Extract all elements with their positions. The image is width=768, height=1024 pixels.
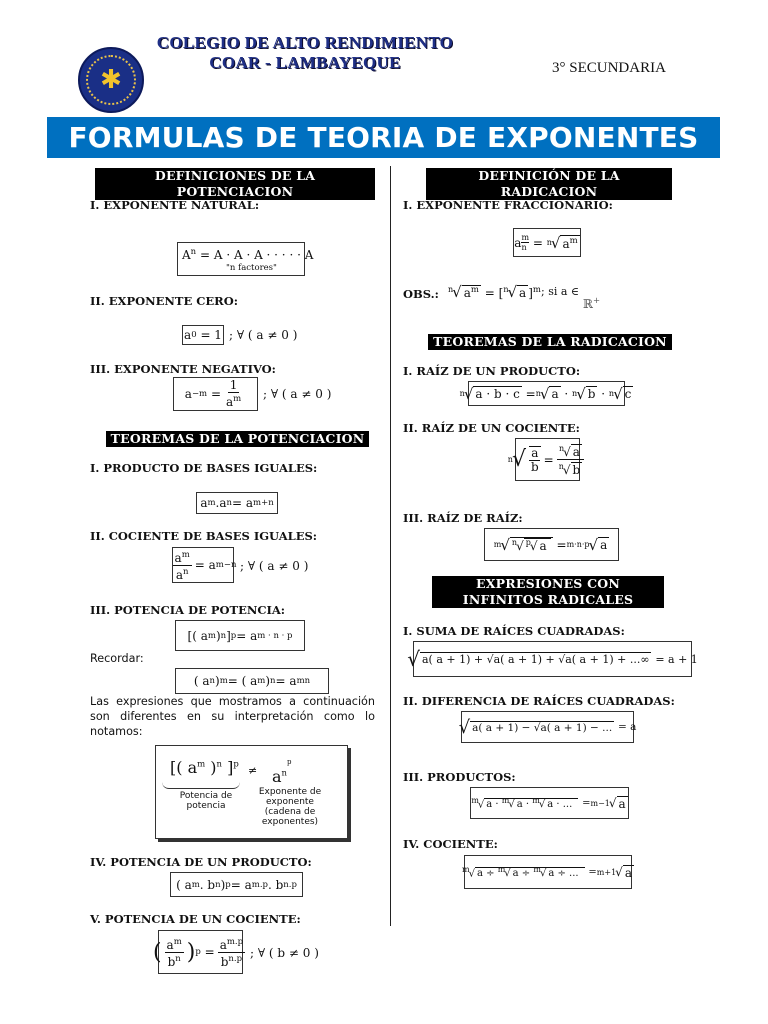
section-definicion-radicacion: DEFINICIÓN DE LA RADICACION	[426, 168, 672, 200]
formula-token: a · ...	[547, 799, 573, 811]
formula-token: b	[220, 954, 229, 969]
obs-label: OBS.:	[403, 287, 439, 301]
heading-exponente-cero: II. EXPONENTE CERO:	[90, 294, 238, 308]
formula-token: ( a	[176, 877, 192, 892]
formula-token	[174, 566, 191, 582]
formula-token: m.p	[251, 879, 268, 890]
formula-token	[166, 953, 183, 969]
formula-fraction	[557, 442, 585, 477]
formula-token: −m	[191, 389, 208, 399]
formula-raiz-producto: n √ a · b · c = n √ a · n √ b · n √ c	[468, 381, 625, 406]
formula-token: a	[166, 937, 174, 952]
section-teoremas-radicacion: TEOREMAS DE LA RADICACION	[428, 334, 672, 350]
recordar-label: Recordar:	[90, 652, 144, 665]
formula-obs	[448, 283, 541, 301]
radical-icon: √	[576, 384, 586, 403]
formula-token: =	[525, 386, 536, 401]
formula-token: =	[582, 797, 591, 809]
formula-token: m	[462, 864, 470, 874]
formula-token: a · $^m$√ a · $^m$√ a · ...	[484, 798, 578, 810]
radical-icon: √	[588, 535, 599, 554]
formula-token: m	[191, 879, 200, 890]
formula-token: m	[521, 233, 530, 242]
formula-token: 0	[191, 330, 197, 340]
formula-token: )	[265, 674, 271, 688]
formula-token: a ÷ $^m$√ a ÷ ...	[511, 867, 583, 879]
formula-exponente-fraccionario	[513, 228, 581, 257]
formula-token: ]	[226, 628, 231, 643]
formula-token: m	[207, 498, 216, 508]
formula-token: a ·	[486, 799, 502, 811]
formula-token: a ÷ $^m$√ a ÷ $^m$√ a ÷ ...	[475, 867, 585, 879]
formula-token: a · b · c	[475, 387, 520, 401]
section-teoremas-potenciacion: TEOREMAS DE LA POTENCIACION	[106, 431, 369, 447]
formula-token: n	[558, 462, 564, 471]
heading-raiz-de-raiz: III. RAÍZ DE RAÍZ:	[403, 511, 523, 525]
formula-token: m	[493, 540, 502, 549]
formula-token: n	[511, 537, 518, 547]
formula-token: = a + 1	[655, 652, 698, 666]
formula-exponente-natural	[177, 242, 314, 276]
formula-suma-raices	[407, 641, 698, 677]
formula-token: 1	[229, 378, 238, 392]
heading-exponente-negativo: III. EXPONENTE NEGATIVO:	[90, 362, 276, 376]
formula-token: n	[270, 676, 276, 686]
logo-emblem-icon: ✱	[100, 65, 122, 95]
radical-icon: √	[407, 647, 420, 671]
formula-token: a	[514, 235, 522, 250]
formula-token: a	[551, 387, 559, 401]
school-logo	[78, 47, 144, 113]
formula-token: =	[556, 537, 567, 552]
condition-exponente-negativo: ; ∀ ( a ≠ 0 )	[263, 387, 332, 401]
section-definiciones-potenciacion: DEFINICIONES DE LA POTENCIACION	[95, 168, 375, 200]
formula-token: m	[257, 676, 266, 686]
formula-token: n	[558, 444, 565, 453]
formula-token: b	[167, 954, 176, 969]
formula-token: n	[226, 498, 232, 508]
formula-token: m	[471, 795, 479, 805]
formula-raiz-cociente: n √ $\frac{a}{b}$ = $\frac{^n√ a}{^n√ b}$	[515, 438, 580, 481]
paren-open: (	[152, 939, 162, 965]
formula-token: p	[233, 759, 239, 770]
formula-token: = a	[236, 628, 258, 643]
formula-token: m	[532, 795, 540, 805]
formula-token: )	[220, 877, 226, 892]
formula-token: = ( a	[227, 674, 258, 688]
formula-token: .a	[215, 496, 227, 510]
formula-token: a	[184, 328, 192, 342]
formula-token: m.p	[226, 936, 244, 947]
formula-token: n	[572, 389, 578, 398]
formula-token: [( a	[187, 628, 208, 643]
formula-token: =	[588, 866, 597, 878]
formula-token: . b	[199, 877, 216, 892]
formula-token: m	[569, 235, 578, 246]
formula-token: b	[572, 463, 581, 477]
formula-token: ( a	[193, 674, 210, 688]
formula-token: a	[226, 395, 234, 409]
formula-token: b	[587, 387, 596, 401]
school-name-line2: COAR - LAMBAYEQUE	[209, 53, 401, 72]
formula-cociente-bases	[172, 547, 237, 583]
obs-condition: ; si a ∈	[541, 285, 580, 298]
brace-left	[162, 782, 240, 789]
radical-icon: √	[613, 384, 623, 403]
radical-icon: √	[507, 283, 518, 301]
formula-token: A	[182, 248, 191, 262]
formula-token: = 1	[200, 328, 222, 342]
formula-token: p	[287, 758, 292, 766]
radical-icon: √	[511, 447, 526, 472]
formula-token: = A · A · A · · · · · A	[199, 248, 314, 262]
formula-token: m	[207, 630, 216, 641]
heading-productos: III. PRODUCTOS:	[403, 770, 516, 784]
formula-token: [( a	[170, 758, 198, 777]
heading-exponente-fraccionario: I. EXPONENTE FRACCIONARIO:	[403, 198, 613, 212]
formula-token: a( a + 1) − √a( a + 1) − ...	[472, 721, 613, 734]
formula-token: $^n$√ b	[558, 462, 581, 477]
formula-token: mn	[296, 676, 311, 686]
radical-icon: √	[458, 716, 471, 738]
formula-token: ]	[221, 758, 234, 777]
comparison-label-right: Exponente de exponente (cadena de exponentes)	[258, 787, 322, 827]
heading-cociente-bases: II. COCIENTE DE BASES IGUALES:	[90, 529, 318, 543]
formula-token: a	[174, 550, 182, 565]
formula-token: m	[173, 936, 182, 947]
formula-fraction	[165, 936, 184, 969]
formula-note: "n factores"	[226, 263, 277, 273]
formula-token: n	[503, 285, 509, 294]
formula-exponente-cero	[182, 325, 224, 345]
comparison-label-left: Potencia de potencia	[179, 791, 233, 811]
formula-token: . b	[267, 877, 284, 892]
formula-cociente-infinito: $^m$√ a ÷ $^m$√ a ÷ $^m$√ a ÷ ... = m+1 √ a	[464, 855, 632, 889]
formula-token: n	[546, 238, 552, 247]
formula-token: n	[507, 455, 513, 464]
formula-exponente-negativo: a −m = $\frac{1}{a^m}$	[173, 377, 258, 411]
formula-token: a ·	[516, 799, 533, 811]
formula-token: p	[195, 947, 201, 957]
formula-token: m	[197, 759, 206, 770]
formula-token: b	[530, 459, 539, 474]
formula-token: )	[215, 628, 221, 643]
formula-token: m	[501, 795, 510, 805]
heading-potencia-de-potencia: III. POTENCIA DE POTENCIA:	[90, 603, 286, 617]
formula-potencia-de-potencia	[175, 620, 305, 651]
comparison-neq: ≠	[248, 764, 258, 777]
grade-label: 3° SECUNDARIA	[552, 60, 666, 76]
formula-producto-bases	[196, 492, 278, 514]
heading-cociente-infinito: IV. COCIENTE:	[403, 837, 498, 851]
heading-exponente-natural: I. EXPONENTE NATURAL:	[90, 198, 260, 212]
formula-token: p	[225, 879, 231, 890]
formula-token: )	[215, 674, 220, 688]
formula-token: p	[525, 537, 531, 547]
formula-fraction	[218, 936, 245, 969]
radical-icon: √	[452, 283, 462, 301]
formula-token: n	[448, 285, 454, 294]
formula-token: $^n$√ a	[557, 442, 584, 460]
formula-token: m	[219, 676, 228, 686]
formula-potencia-cociente: ( $\frac{a^m}{b^n}$ ) p = $\frac{a^{m.p}}{b^{n.p}}$	[158, 930, 243, 974]
formula-token: m+n	[253, 498, 274, 508]
formula-token: ℝ	[583, 297, 593, 311]
formula-token: n	[216, 759, 222, 770]
formula-token: a( a + 1) + √a( a + 1) + √a( a + 1) + ...∞	[421, 653, 650, 666]
formula-token	[218, 936, 245, 953]
formula-token: m · n · p	[257, 630, 293, 641]
formula-token: m	[533, 864, 541, 874]
formula-token: a ÷	[512, 868, 534, 880]
paren-close: )	[186, 939, 196, 965]
formula-token: n	[459, 389, 465, 398]
page-title: FORMULAS DE TEORIA DE EXPONENTES	[47, 117, 720, 158]
formula-token: m+1	[596, 867, 617, 877]
radical-icon: √	[500, 535, 510, 554]
formula-token: n	[190, 247, 197, 257]
formula-token: m	[497, 864, 506, 874]
formula-token: a	[272, 767, 282, 786]
formula-token: c	[624, 387, 632, 401]
formula-cociente-expr: $^m$√ a ÷ $^m$√ a ÷ $^m$√ a ÷ ...	[462, 865, 585, 879]
formula-productos: $^m$√ a · $^m$√ a · $^m$√ a · ... = m−1 √ a	[470, 787, 629, 819]
formula-token: a	[519, 286, 527, 300]
formula-token: a · $^m$√ a · ...	[515, 798, 577, 810]
formula-token: n	[535, 389, 541, 398]
formula-token: a	[175, 567, 183, 582]
formula-token: = a	[617, 721, 637, 733]
comparison-lhs	[170, 758, 239, 777]
formula-token: a	[531, 445, 539, 460]
heading-diferencia-raices: II. DIFERENCIA DE RAÍCES CUADRADAS:	[403, 694, 675, 708]
heading-raiz-cociente: II. RAÍZ DE UN COCIENTE:	[403, 421, 580, 435]
formula-token: +	[592, 296, 601, 306]
heading-producto-bases: I. PRODUCTO DE BASES IGUALES:	[90, 461, 318, 475]
school-name-line1: COLEGIO DE ALTO RENDIMIENTO	[156, 33, 454, 52]
formula-token: a	[539, 538, 547, 553]
formula-token: = a	[231, 496, 254, 510]
radical-icon: √	[463, 384, 474, 403]
formula-token	[173, 549, 192, 566]
formula-token: n	[175, 953, 181, 964]
obs-set	[583, 296, 600, 311]
formula-token: n	[281, 768, 288, 779]
formula-raiz-de-raiz	[484, 528, 619, 561]
formula-token: a ÷	[476, 868, 498, 880]
condition-cociente-bases: ; ∀ ( a ≠ 0 )	[240, 559, 309, 573]
formula-token: a	[562, 236, 570, 251]
formula-token: a	[572, 445, 580, 459]
formula-token	[219, 953, 244, 969]
formula-potencia-producto	[170, 872, 303, 897]
formula-token: a	[463, 286, 471, 300]
formula-token: n	[220, 630, 227, 641]
formula-token: a	[200, 496, 208, 510]
formula-token: a	[184, 387, 192, 401]
formula-token: a	[618, 796, 626, 811]
formula-token: $^n$√ $^p$√ a	[510, 537, 553, 553]
heading-potencia-producto: IV. POTENCIA DE UN PRODUCTO:	[90, 855, 312, 869]
formula-recordar	[175, 668, 329, 694]
formula-token: n.p	[228, 953, 243, 964]
heading-potencia-cociente: V. POTENCIA DE UN COCIENTE:	[90, 912, 301, 926]
formula-token: )	[205, 758, 217, 777]
formula-token: = [	[484, 286, 504, 300]
section-infinitos-radicales: EXPRESIONES CON INFINITOS RADICALES	[432, 576, 664, 608]
formula-token: = a	[275, 674, 297, 688]
formula-token: a	[219, 937, 227, 952]
formula-token: a	[624, 865, 632, 880]
comparison-box	[155, 745, 348, 839]
formula-token: p	[230, 630, 237, 641]
formula-token: =	[532, 235, 543, 250]
formula-token: = a	[194, 558, 216, 572]
formula-token: m−1	[590, 798, 610, 808]
heading-raiz-producto: I. RAÍZ DE UN PRODUCTO:	[403, 364, 581, 378]
formula-token: = a	[230, 877, 252, 892]
fraction-exponent	[521, 233, 529, 252]
explanatory-paragraph: Las expresiones que mostramos a continuación son diferentes en su interpretación como lo notamos:	[90, 695, 375, 738]
formula-diferencia-raices	[458, 711, 637, 743]
formula-token: m	[532, 285, 541, 295]
radical-icon: √	[539, 384, 550, 403]
formula-token: n	[209, 676, 216, 686]
formula-token	[560, 235, 579, 251]
formula-token: m·n·p	[566, 540, 590, 549]
heading-suma-raices: I. SUMA DE RAÍCES CUADRADAS:	[403, 624, 625, 638]
formula-token: n	[521, 243, 527, 252]
condition-exponente-cero: ; ∀ ( a ≠ 0 )	[229, 328, 298, 342]
formula-fraction	[529, 446, 541, 474]
formula-token: ]	[528, 286, 533, 300]
radical-icon: √	[550, 233, 561, 252]
column-divider	[390, 166, 391, 926]
condition-potencia-cociente: ; ∀ ( b ≠ 0 )	[250, 946, 319, 960]
formula-token: $^p$√ a	[524, 538, 551, 553]
formula-productos-expr: $^m$√ a · $^m$√ a · $^m$√ a · ...	[471, 796, 578, 810]
comparison-rhs	[272, 758, 292, 786]
formula-token: n	[215, 879, 221, 890]
formula-fraction	[173, 549, 192, 582]
formula-fraction	[224, 379, 243, 409]
formula-token	[224, 393, 243, 409]
formula-token: a	[600, 538, 608, 552]
formula-token: m	[470, 285, 479, 295]
formula-token: n	[608, 389, 615, 398]
formula-token: m−n	[215, 560, 237, 570]
formula-token: m	[233, 394, 242, 404]
formula-token	[462, 285, 481, 300]
formula-token: n	[182, 566, 189, 577]
formula-token: n.p	[283, 879, 297, 890]
formula-token	[165, 936, 184, 953]
formula-token: m	[181, 549, 190, 560]
formula-token: a ÷ ...	[548, 868, 579, 880]
